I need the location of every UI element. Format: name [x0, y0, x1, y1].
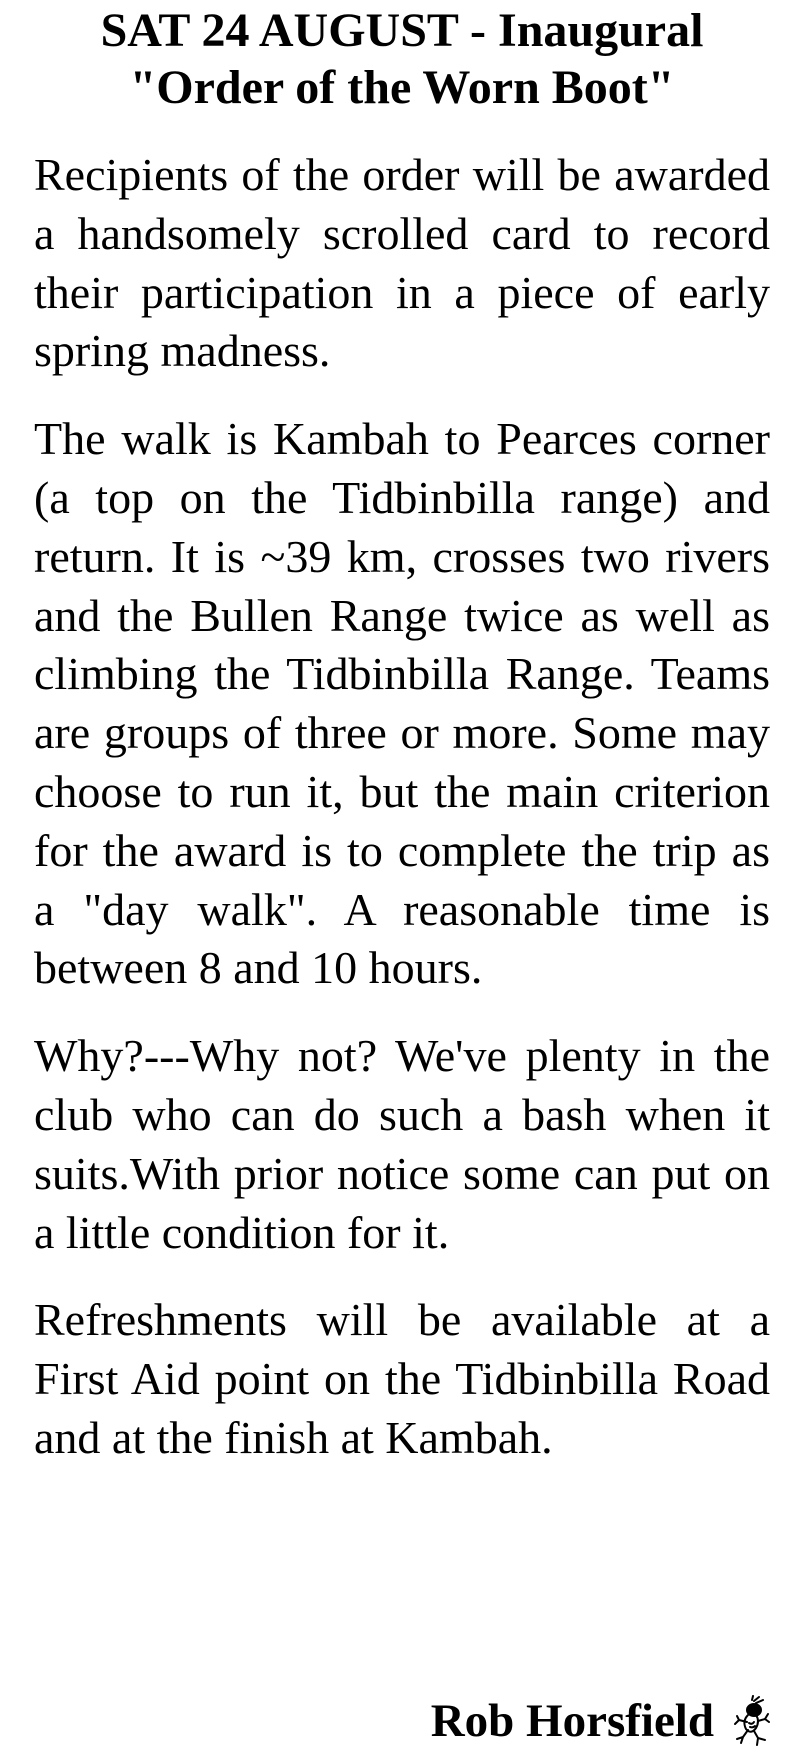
page-title [34, 0, 770, 116]
signature-block [431, 1693, 770, 1749]
paragraph-why: Why?---Why not? We've plenty in the club who can do such a bash when it suits.With prior notice some can put on a little condition for it. [34, 1030, 770, 1258]
title-line-1: SAT 24 AUGUST - Inaugural [100, 4, 704, 57]
paragraph-refreshments: Refreshments will be available at a First Aid point on the Tidbinbilla Road and at the finish at Kambah. [34, 1294, 770, 1463]
frog-icon [732, 1695, 770, 1747]
article [34, 0, 770, 1468]
paragraph-walk-details: The walk is Kambah to Pearces corner (a top on the Tidbinbilla range) and return. It is ~39 km, crosses two rivers and the Bullen Range twice as well as climbing the Tidbinbilla Range. Teams are groups of three or more. Some may choose to run it, but the main criterion for the award is to complete the trip as a "day walk". A reasonable time is between 8 and 10 hours. [34, 413, 770, 994]
title-line-2: "Order of the Worn Boot" [129, 61, 675, 114]
paragraph-recipients: Recipients of the order will be awarded a handsomely scrolled card to record their participation in a piece of early spring madness. [34, 149, 770, 377]
author-signature: Rob Horsfield [430, 1695, 714, 1747]
